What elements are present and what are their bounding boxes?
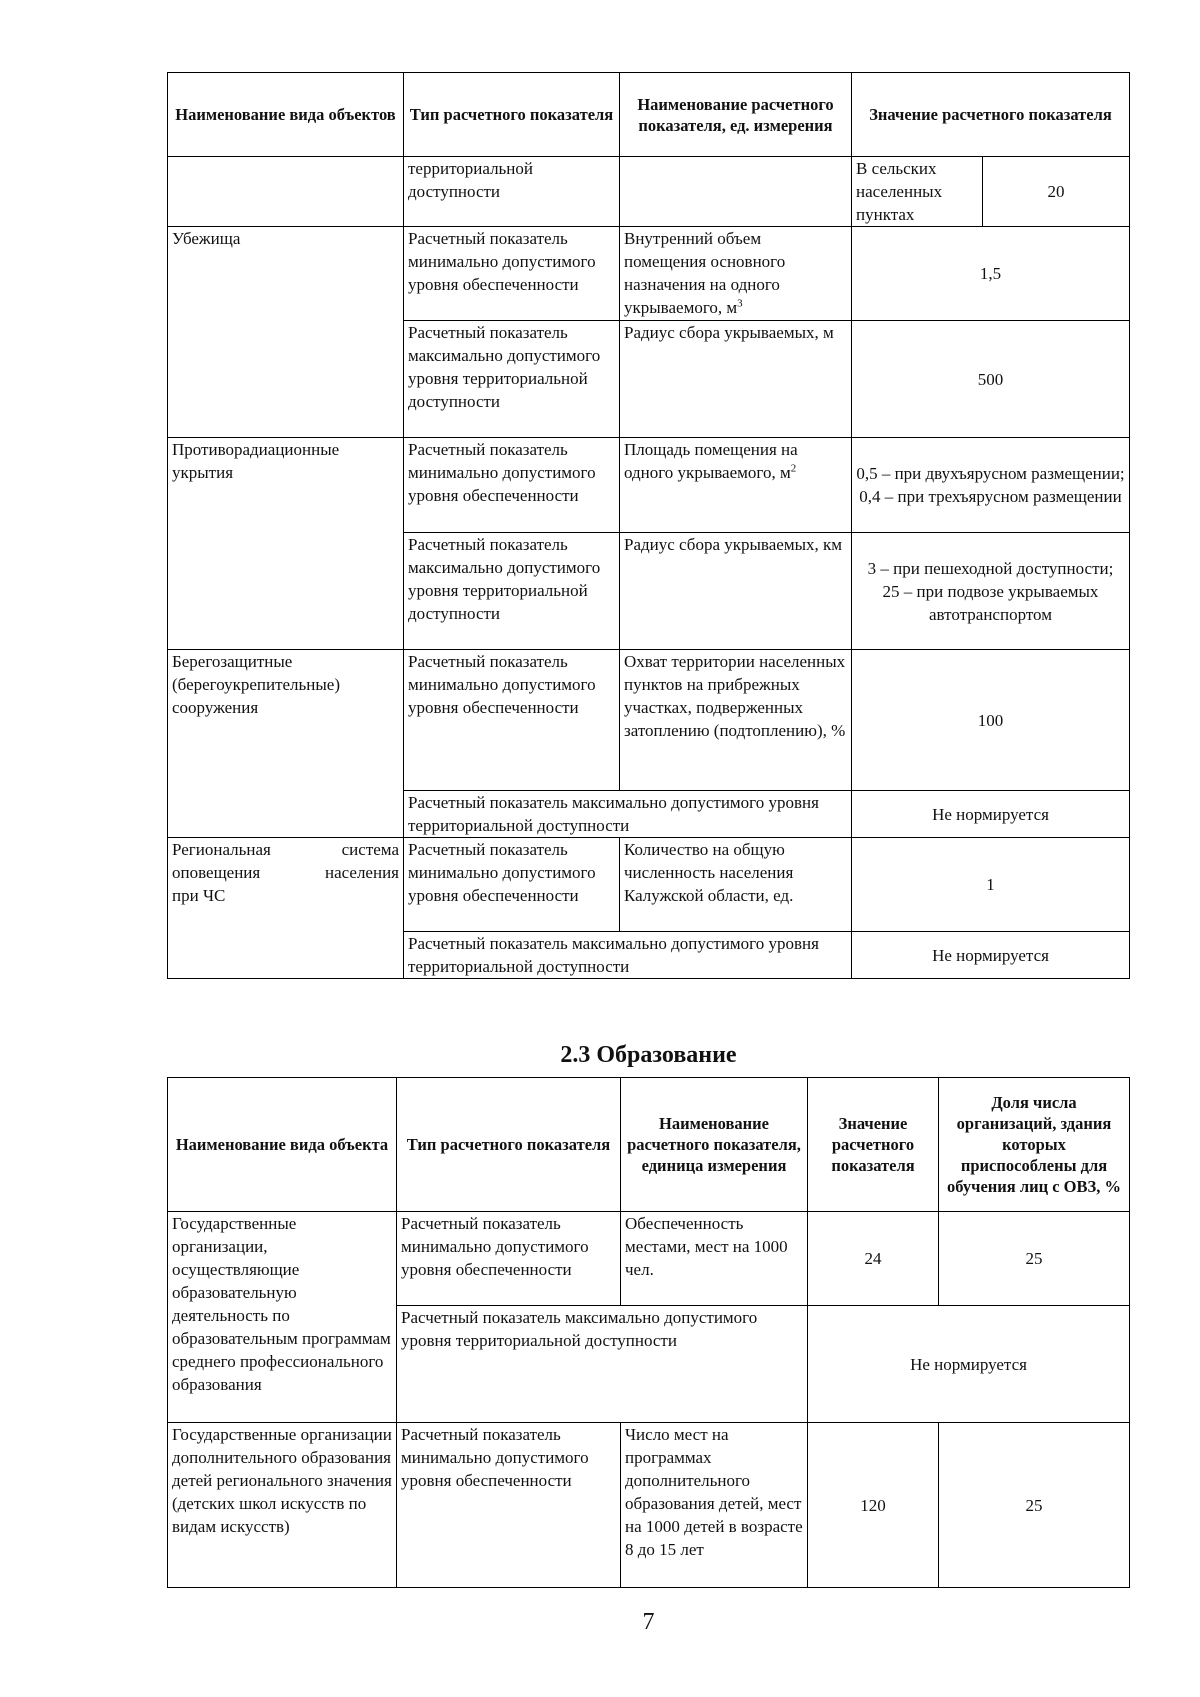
cell-value: 1,5	[852, 227, 1130, 321]
cell-indicator: Площадь помещения на одного укрываемого, $м^2$	[620, 438, 852, 533]
cell-type: Расчетный показатель минимально допустимого уровня обеспеченности	[404, 838, 620, 932]
table-row	[168, 650, 1130, 791]
page-number: 7	[642, 1609, 655, 1635]
cell-value: Не нормируется	[852, 791, 1130, 838]
cell-type: Расчетный показатель минимально допустимого уровня обеспеченности	[397, 1212, 621, 1306]
header-ovz-share: Доля числа организаций, здания которых приспособлены для обучения лиц с ОВЗ, %	[939, 1078, 1130, 1212]
cell-value: 0,5 – при двухъярусном размещении; 0,4 – при трехъярусном размещении	[852, 438, 1130, 533]
cell-indicator: Количество на общую численность населения Калужской области, ед.	[620, 838, 852, 932]
cell-type: территориальной доступности	[404, 157, 620, 227]
cell-type: Расчетный показатель минимально допустимого уровня обеспеченности	[397, 1423, 621, 1588]
cell-indicator: Охват территории населенных пунктов на прибрежных участках, подверженных затоплению (подтоплению), %	[620, 650, 852, 791]
header-object-type: Наименование вида объектов	[168, 73, 404, 157]
cell-value: 500	[852, 321, 1130, 438]
table-row	[168, 1212, 1130, 1306]
header-indicator-name: Наименование расчетного показателя, ед. измерения	[620, 73, 852, 157]
cell-object-name: Убежища	[168, 227, 404, 438]
section-title: 2.3 Образование	[560, 1042, 737, 1068]
cell-value: 100	[852, 650, 1130, 791]
header-indicator-value: Значение расчетного показателя	[852, 73, 1130, 157]
cell-type: Расчетный показатель минимально допустимого уровня обеспеченности	[404, 227, 620, 321]
cell-value: 120	[808, 1423, 939, 1588]
header-indicator-name: Наименование расчетного показателя, единица измерения	[621, 1078, 808, 1212]
cell-type: Расчетный показатель минимально допустимого уровня обеспеченности	[404, 438, 620, 533]
cell-object-name: Противорадиационные укрытия	[168, 438, 404, 650]
cell-object-name: Государственные организации, осуществляющие образовательную деятельность по образовательным программам среднего профессионального образования	[168, 1212, 397, 1423]
cell-indicator: Внутренний объем помещения основного назначения на одного укрываемого, $м^3$	[620, 227, 852, 321]
cell-type: Расчетный показатель максимально допустимого уровня территориальной доступности	[404, 932, 852, 979]
cell-value: 24	[808, 1212, 939, 1306]
cell-type: Расчетный показатель максимально допустимого уровня территориальной доступности	[404, 791, 852, 838]
shelters-table	[167, 72, 1130, 979]
cell-value: Не нормируется	[852, 932, 1130, 979]
cell-indicator: Радиус сбора укрываемых, м	[620, 321, 852, 438]
cell-empty	[620, 157, 852, 227]
header-indicator-type: Тип расчетного показателя	[397, 1078, 621, 1212]
header-object-type: Наименование вида объекта	[168, 1078, 397, 1212]
cell-value: 3 – при пешеходной доступности; 25 – при подвозе укрываемых автотранспортом	[852, 533, 1130, 650]
table-row	[168, 227, 1130, 321]
table-row	[168, 438, 1130, 533]
education-table	[167, 1077, 1130, 1588]
header-indicator-type: Тип расчетного показателя	[404, 73, 620, 157]
table-row	[168, 157, 1130, 227]
table-row	[168, 838, 1130, 932]
header-indicator-value: Значение расчетного показателя	[808, 1078, 939, 1212]
cell-object-name: Государственные организации дополнительного образования детей регионального значения (детских школ искусств по видам искусств)	[168, 1423, 397, 1588]
cell-type: Расчетный показатель максимально допустимого уровня территориальной доступности	[404, 533, 620, 650]
cell-value: 20	[983, 157, 1130, 227]
cell-share: 25	[939, 1212, 1130, 1306]
cell-share: 25	[939, 1423, 1130, 1588]
cell-type: Расчетный показатель максимально допустимого уровня территориальной доступности	[397, 1306, 808, 1423]
cell-type: Расчетный показатель минимально допустимого уровня обеспеченности	[404, 650, 620, 791]
cell-indicator: Радиус сбора укрываемых, км	[620, 533, 852, 650]
cell-indicator: Число мест на программах дополнительного образования детей, мест на 1000 детей в возрасте 8 до 15 лет	[621, 1423, 808, 1588]
cell-empty	[168, 157, 404, 227]
cell-value: Не нормируется	[808, 1306, 1130, 1423]
cell-value-label: В сельских населенных пунктах	[852, 157, 983, 227]
cell-indicator: Обеспеченность местами, мест на 1000 чел.	[621, 1212, 808, 1306]
cell-object-name: Берегозащитные (берегоукрепительные) сооружения	[168, 650, 404, 838]
cell-type: Расчетный показатель максимально допустимого уровня территориальной доступности	[404, 321, 620, 438]
table-row	[168, 1423, 1130, 1588]
cell-value: 1	[852, 838, 1130, 932]
cell-object-name: Региональная система оповещения населения при ЧС	[168, 838, 404, 979]
